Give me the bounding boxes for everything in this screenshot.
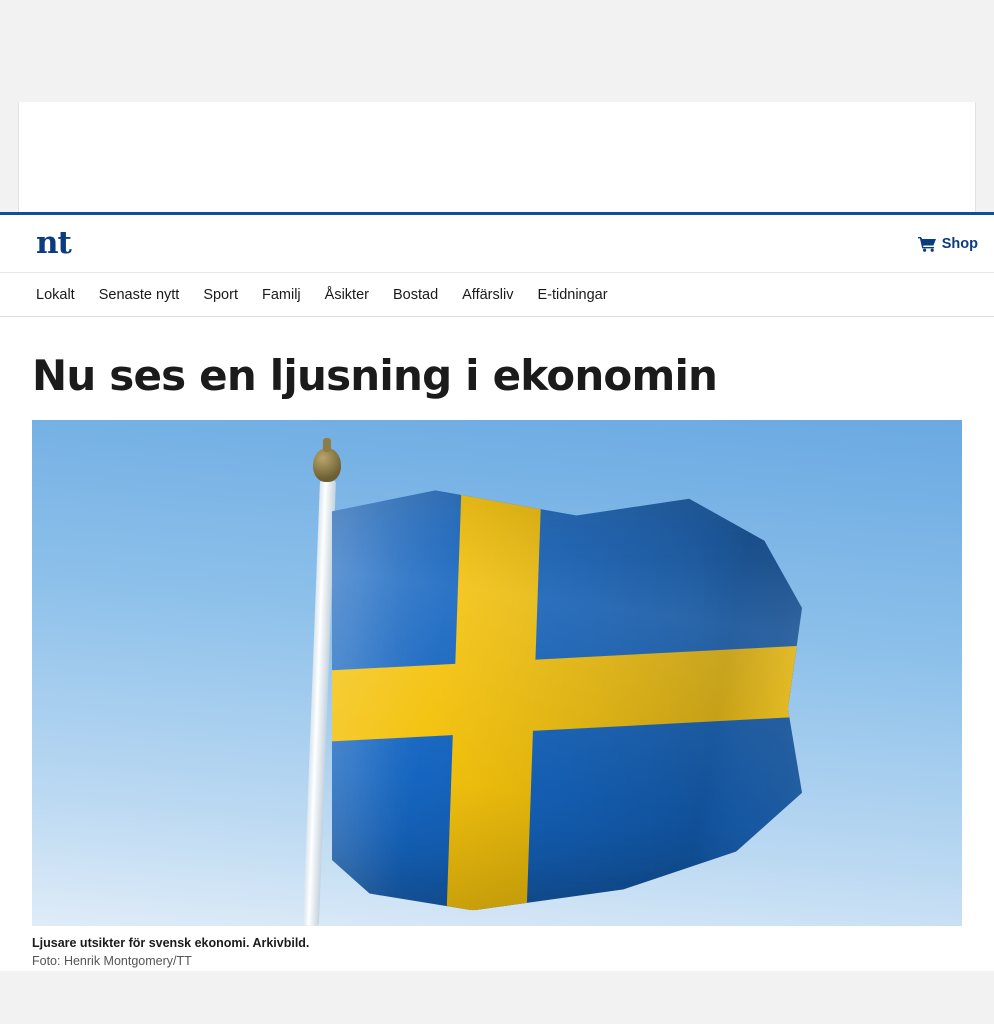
main-nav (0, 273, 994, 317)
swedish-flag (332, 490, 802, 910)
image-caption: Ljusare utsikter för svensk ekonomi. Arkivbild. (32, 936, 310, 951)
ad-placeholder-band (18, 102, 976, 212)
nav-item-asikter[interactable]: Åsikter (324, 286, 369, 303)
site-container (0, 212, 994, 971)
shopping-cart-icon (918, 236, 936, 252)
image-credit: Foto: Henrik Montgomery/TT (32, 954, 192, 969)
page-title: Nu ses en ljusning i ekonomin (32, 351, 718, 400)
swedish-flag-photo (32, 420, 962, 926)
nav-item-e-tidningar[interactable]: E-tidningar (537, 286, 608, 303)
nav-item-lokalt[interactable]: Lokalt (36, 286, 75, 303)
site-header (0, 215, 994, 273)
nav-item-bostad[interactable]: Bostad (392, 286, 439, 303)
article (0, 317, 994, 971)
shop-link[interactable] (918, 236, 978, 252)
shop-label: Shop (941, 235, 978, 252)
flag-pole-finial (313, 448, 341, 482)
nav-item-senaste-nytt[interactable]: Senaste nytt (98, 286, 180, 303)
nav-item-sport[interactable]: Sport (203, 286, 238, 303)
page-top-spacer (0, 0, 994, 102)
site-logo[interactable]: nt (36, 225, 71, 261)
nav-item-affarsliv[interactable]: Affärsliv (462, 286, 514, 303)
article-figure (32, 420, 962, 970)
nav-item-familj[interactable]: Familj (261, 286, 301, 303)
flag-cross-horizontal (321, 646, 813, 743)
